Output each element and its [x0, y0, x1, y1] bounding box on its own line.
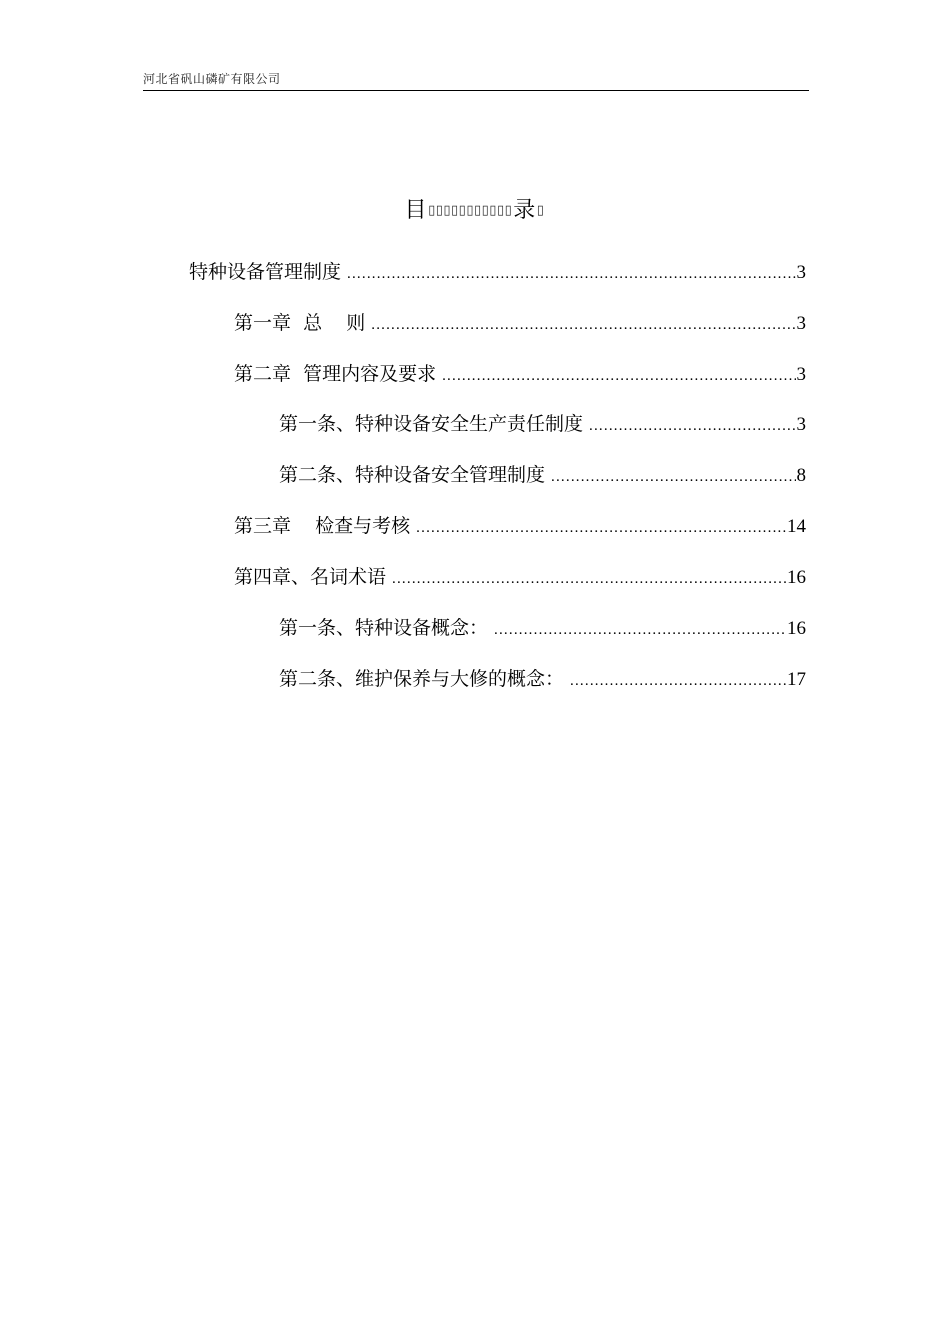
- toc-dot-leader: [494, 617, 786, 643]
- toc-dot-leader: [416, 515, 786, 541]
- toc-entry-page-number: 8: [796, 465, 806, 486]
- toc-dot-leader: [442, 363, 795, 389]
- toc-entry-page-number: 3: [796, 414, 806, 435]
- toc-entry-page-number: 17: [787, 669, 806, 690]
- toc-entry-label: 第二条、维护保养与大修的概念：: [279, 668, 565, 690]
- toc-title-trail: ▯: [536, 203, 545, 218]
- toc-entry-label: 第二条、特种设备安全管理制度: [279, 464, 546, 486]
- toc-entry-page-number: 16: [787, 567, 806, 588]
- toc-entry-label: 第四章、名词术语: [234, 566, 387, 588]
- toc-entry-chapter-4[interactable]: [234, 564, 806, 590]
- toc-entry-chapter-2[interactable]: [234, 361, 806, 387]
- toc-entry-page-number: 14: [787, 516, 806, 537]
- toc-entry-chapter-1[interactable]: [234, 310, 806, 336]
- company-name: 河北省矾山磷矿有限公司: [143, 72, 281, 86]
- toc-entry-special-equipment-management[interactable]: [189, 259, 806, 285]
- toc-dot-leader: [347, 261, 795, 287]
- toc-entry-page-number: 16: [787, 618, 806, 639]
- toc-entry-page-number: 3: [796, 262, 806, 283]
- toc-entry-label: 第三章 检查与考核: [234, 515, 411, 537]
- toc-title-spacer: ▯▯▯▯▯▯▯▯▯▯▯: [428, 203, 513, 218]
- toc-entry-chapter-2-article-1[interactable]: [279, 411, 806, 437]
- toc-entry-chapter-2-article-2[interactable]: [279, 462, 806, 488]
- toc-dot-leader: [371, 312, 795, 338]
- toc-dot-leader: [570, 668, 786, 694]
- toc-entry-page-number: 3: [796, 364, 806, 385]
- toc-title-first-char: 目: [404, 198, 428, 223]
- toc-entry-label: 第一条、特种设备概念：: [279, 617, 489, 639]
- toc-dot-leader: [551, 464, 795, 490]
- toc-dot-leader: [589, 413, 795, 439]
- toc-entry-chapter-4-article-1[interactable]: [279, 615, 806, 641]
- toc-title-last-char: 录: [513, 198, 536, 223]
- toc-entry-chapter-4-article-2[interactable]: [279, 666, 806, 692]
- toc-entry-label: 第二章 管理内容及要求: [234, 363, 437, 385]
- toc-entry-chapter-3[interactable]: [234, 513, 806, 539]
- toc-dot-leader: [392, 566, 786, 592]
- toc-entry-label: 第一条、特种设备安全生产责任制度: [279, 413, 584, 435]
- toc-entry-page-number: 3: [796, 313, 806, 334]
- toc-entry-label: 第一章 总 则: [234, 312, 366, 334]
- toc-entry-label: 特种设备管理制度: [189, 261, 342, 283]
